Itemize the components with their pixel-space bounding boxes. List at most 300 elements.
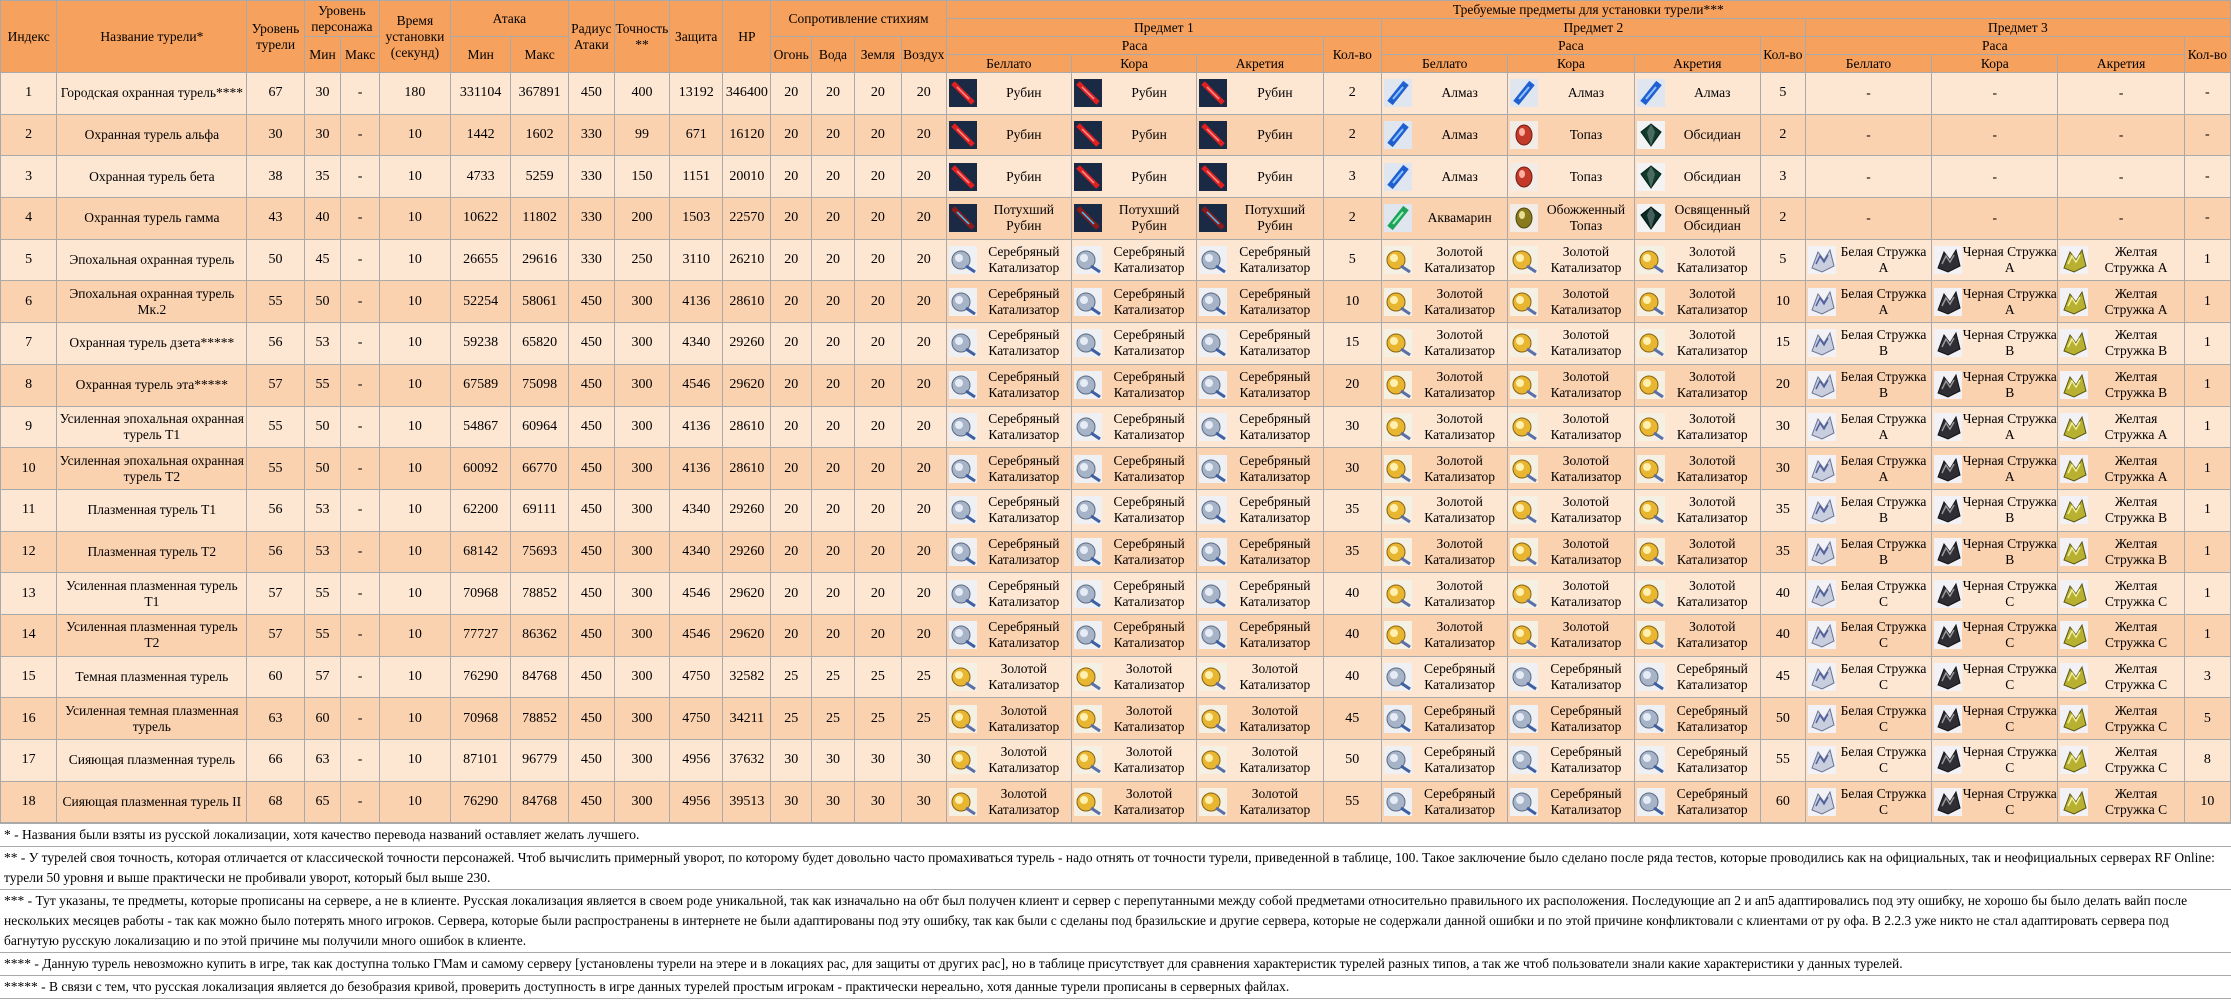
cell-attack-min: 4733 <box>450 156 511 198</box>
item-label: Золотой Катализатор <box>988 786 1060 818</box>
item-label: Золотой Катализатор <box>1676 327 1748 359</box>
cell-attack-max: 69111 <box>511 489 568 531</box>
gold-catalyst-icon <box>1637 621 1665 649</box>
cell-air: 25 <box>901 698 946 740</box>
cell-item3-bellato <box>1805 656 1931 698</box>
silver-catalyst-icon <box>1384 705 1412 733</box>
cell-water: 20 <box>812 406 855 448</box>
cell-item3-bellato: - <box>1805 73 1931 115</box>
cell-item3-qty: 5 <box>2184 698 2230 740</box>
cell-item1-accretia <box>1197 698 1323 740</box>
cell-item1-bellato <box>946 614 1071 656</box>
cell-item3-qty: 1 <box>2184 281 2230 323</box>
yellow-chip-icon <box>2060 288 2088 316</box>
item-label: Золотой Катализатор <box>1550 452 1622 484</box>
cell-name: Эпохальная охранная турель <box>57 239 247 281</box>
cell-install-time: 10 <box>379 489 450 531</box>
cell-item1-qty: 10 <box>1323 281 1381 323</box>
cell-item3-bellato <box>1805 448 1931 490</box>
yellow-chip-icon <box>2060 329 2088 357</box>
white-chip-icon <box>1808 538 1836 566</box>
cell-char-max: - <box>341 573 380 615</box>
cell-radius: 450 <box>568 73 614 115</box>
gold-catalyst-icon <box>1199 705 1227 733</box>
gold-catalyst-icon <box>1384 621 1412 649</box>
yellow-chip-icon <box>2060 371 2088 399</box>
item-label: Серебряный Катализатор <box>1113 452 1185 484</box>
cell-item1-cora <box>1071 489 1196 531</box>
ruby-icon <box>1074 121 1102 149</box>
cell-item2-accretia <box>1634 114 1760 156</box>
silver-catalyst-icon <box>1384 788 1412 816</box>
yellow-chip-icon <box>2060 788 2088 816</box>
extinct-ruby-icon <box>949 204 977 232</box>
item-label: Серебряный Катализатор <box>1550 660 1622 692</box>
item-label: Освященный Обсидиан <box>1674 202 1750 234</box>
item-label: Золотой Катализатор <box>988 660 1060 692</box>
cell-item1-cora <box>1071 698 1196 740</box>
item-label: Золотой Катализатор <box>1550 410 1622 442</box>
item-label: Алмаз <box>1567 85 1605 101</box>
item-label: Серебряный Катализатор <box>1550 786 1622 818</box>
gold-catalyst-icon <box>1510 455 1538 483</box>
cell-item1-accretia <box>1197 198 1323 240</box>
cell-earth: 20 <box>854 406 901 448</box>
cell-item2-qty: 55 <box>1760 740 1805 782</box>
silver-catalyst-icon <box>1074 538 1102 566</box>
cell-item3-cora <box>1932 239 2058 281</box>
cell-hp: 29620 <box>723 614 771 656</box>
cell-item2-qty: 50 <box>1760 698 1805 740</box>
header-defense: Защита <box>670 1 723 73</box>
gold-catalyst-icon <box>1637 580 1665 608</box>
cell-level: 60 <box>247 656 304 698</box>
cell-attack-min: 62200 <box>450 489 511 531</box>
header-item1-bellato: Беллато <box>946 55 1071 73</box>
cell-item2-cora <box>1508 281 1634 323</box>
cell-item1-qty: 50 <box>1323 740 1381 782</box>
cell-accuracy: 300 <box>614 531 669 573</box>
item-label: Желтая Стружка B <box>2105 327 2168 359</box>
cell-item3-cora: - <box>1932 198 2058 240</box>
white-chip-icon <box>1808 371 1836 399</box>
item-label: Рубин <box>1131 85 1167 101</box>
cell-water: 20 <box>812 489 855 531</box>
black-chip-icon <box>1934 580 1962 608</box>
cell-item1-cora <box>1071 239 1196 281</box>
cell-item3-accretia <box>2058 698 2184 740</box>
cell-item2-qty: 10 <box>1760 281 1805 323</box>
item-label: Золотой Катализатор <box>1239 744 1311 776</box>
cell-item2-qty: 5 <box>1760 73 1805 115</box>
header-air: Воздух <box>901 37 946 73</box>
cell-item2-cora <box>1508 531 1634 573</box>
cell-radius: 330 <box>568 198 614 240</box>
cell-item1-accretia <box>1197 406 1323 448</box>
ruby-icon <box>1199 121 1227 149</box>
cell-item1-bellato <box>946 239 1071 281</box>
cell-item1-qty: 35 <box>1323 531 1381 573</box>
cell-item1-bellato <box>946 656 1071 698</box>
aquamarine-icon <box>1384 204 1412 232</box>
gold-catalyst-icon <box>1074 788 1102 816</box>
cell-item3-accretia <box>2058 740 2184 782</box>
cell-radius: 450 <box>568 656 614 698</box>
item-label: Серебряный Катализатор <box>1239 452 1311 484</box>
white-chip-icon <box>1808 788 1836 816</box>
cell-fire: 20 <box>771 364 812 406</box>
cell-defense: 4750 <box>670 656 723 698</box>
cell-item3-cora: - <box>1932 73 2058 115</box>
cell-item3-qty: 1 <box>2184 448 2230 490</box>
diamond-icon <box>1384 163 1412 191</box>
cell-item3-cora <box>1932 531 2058 573</box>
cell-index: 13 <box>1 573 57 615</box>
cell-char-min: 35 <box>304 156 341 198</box>
cell-attack-max: 78852 <box>511 573 568 615</box>
cell-air: 30 <box>901 740 946 782</box>
silver-catalyst-icon <box>1510 663 1538 691</box>
cell-radius: 450 <box>568 698 614 740</box>
cell-item2-qty: 30 <box>1760 448 1805 490</box>
cell-name: Плазменная турель T1 <box>57 489 247 531</box>
silver-catalyst-icon <box>1637 788 1665 816</box>
cell-defense: 671 <box>670 114 723 156</box>
cell-char-min: 53 <box>304 531 341 573</box>
cell-item3-bellato <box>1805 531 1931 573</box>
cell-item1-accretia <box>1197 364 1323 406</box>
gold-catalyst-icon <box>1637 413 1665 441</box>
cell-item1-bellato <box>946 156 1071 198</box>
cell-item3-bellato <box>1805 740 1931 782</box>
yellow-chip-icon <box>2060 455 2088 483</box>
item-label: Топаз <box>1569 168 1603 184</box>
item-label: Золотой Катализатор <box>1239 702 1311 734</box>
cell-item2-cora <box>1508 323 1634 365</box>
cell-fire: 20 <box>771 614 812 656</box>
cell-name: Усиленная эпохальная охранная турель T1 <box>57 406 247 448</box>
cell-fire: 30 <box>771 781 812 823</box>
header-item2-race: Раса <box>1382 37 1761 55</box>
yellow-chip-icon <box>2060 705 2088 733</box>
cell-accuracy: 300 <box>614 781 669 823</box>
cell-item3-accretia <box>2058 781 2184 823</box>
diamond-icon <box>1384 121 1412 149</box>
cell-item2-qty: 2 <box>1760 114 1805 156</box>
cell-item3-accretia <box>2058 656 2184 698</box>
cell-item3-bellato <box>1805 406 1931 448</box>
cell-attack-max: 84768 <box>511 781 568 823</box>
cell-item3-cora <box>1932 406 2058 448</box>
cell-item2-accretia <box>1634 489 1760 531</box>
cell-radius: 450 <box>568 573 614 615</box>
cell-radius: 450 <box>568 364 614 406</box>
cell-item2-qty: 40 <box>1760 573 1805 615</box>
cell-item3-qty: 8 <box>2184 740 2230 782</box>
cell-accuracy: 300 <box>614 364 669 406</box>
cell-level: 68 <box>247 781 304 823</box>
cell-earth: 20 <box>854 156 901 198</box>
table-row <box>1 781 2231 823</box>
cell-air: 20 <box>901 198 946 240</box>
item-label: Серебряный Катализатор <box>988 619 1060 651</box>
cell-item3-bellato <box>1805 698 1931 740</box>
item-label: Белая Стружка C <box>1840 786 1927 818</box>
item-label: Черная Стружка B <box>1962 369 2057 401</box>
cell-earth: 20 <box>854 531 901 573</box>
cell-item2-accretia <box>1634 656 1760 698</box>
item-label: Потухший Рубин <box>1118 202 1180 234</box>
cell-attack-min: 52254 <box>450 281 511 323</box>
table-row <box>1 740 2231 782</box>
gold-catalyst-icon <box>1384 580 1412 608</box>
table-row <box>1 573 2231 615</box>
cell-accuracy: 200 <box>614 198 669 240</box>
cell-char-max: - <box>341 489 380 531</box>
gold-catalyst-icon <box>949 788 977 816</box>
cell-item1-accretia <box>1197 448 1323 490</box>
white-chip-icon <box>1808 663 1836 691</box>
cell-item3-cora <box>1932 614 2058 656</box>
header-install-time: Время установки (секунд) <box>379 1 450 73</box>
cell-radius: 450 <box>568 531 614 573</box>
cell-water: 20 <box>812 239 855 281</box>
cell-water: 20 <box>812 364 855 406</box>
item-label: Золотой Катализатор <box>988 744 1060 776</box>
header-item2-cora: Кора <box>1508 55 1634 73</box>
item-label: Черная Стружка C <box>1962 786 2057 818</box>
footnote-5: ***** - В связи с тем, что русская локализация является до безобразия кривой, проверить доступность в игре данных турелей простым игрокам - практически нереально, хотя данные турели прописаны в серверных файлах. <box>0 976 2231 999</box>
cell-item1-bellato <box>946 740 1071 782</box>
item-label: Золотой Катализатор <box>1550 327 1622 359</box>
silver-catalyst-icon <box>1074 371 1102 399</box>
cell-fire: 25 <box>771 698 812 740</box>
cell-item2-qty: 35 <box>1760 489 1805 531</box>
gold-catalyst-icon <box>1384 496 1412 524</box>
cell-item1-cora <box>1071 323 1196 365</box>
cell-water: 20 <box>812 156 855 198</box>
cell-item2-bellato <box>1382 614 1508 656</box>
cell-item1-cora <box>1071 656 1196 698</box>
item-label: Черная Стружка C <box>1962 619 2057 651</box>
white-chip-icon <box>1808 496 1836 524</box>
cell-attack-max: 367891 <box>511 73 568 115</box>
cell-item1-bellato <box>946 198 1071 240</box>
gold-catalyst-icon <box>1199 746 1227 774</box>
cell-index: 3 <box>1 156 57 198</box>
silver-catalyst-icon <box>1199 288 1227 316</box>
cell-air: 20 <box>901 364 946 406</box>
cell-item2-cora <box>1508 448 1634 490</box>
cell-attack-max: 66770 <box>511 448 568 490</box>
cell-radius: 330 <box>568 114 614 156</box>
cell-item1-accretia <box>1197 531 1323 573</box>
item-label: Белая Стружка B <box>1840 369 1927 401</box>
cell-install-time: 10 <box>379 531 450 573</box>
cell-char-max: - <box>341 740 380 782</box>
cell-install-time: 10 <box>379 198 450 240</box>
cell-fire: 20 <box>771 448 812 490</box>
cell-level: 66 <box>247 740 304 782</box>
header-water: Вода <box>812 37 855 73</box>
item-label: Белая Стружка B <box>1840 535 1927 567</box>
cell-item2-qty: 40 <box>1760 614 1805 656</box>
item-label: Рубин <box>1257 127 1293 143</box>
cell-attack-min: 60092 <box>450 448 511 490</box>
cell-defense: 4546 <box>670 364 723 406</box>
cell-name: Усиленная плазменная турель T1 <box>57 573 247 615</box>
cell-accuracy: 300 <box>614 406 669 448</box>
cell-item3-accretia <box>2058 573 2184 615</box>
silver-catalyst-icon <box>1384 746 1412 774</box>
item-label: Золотой Катализатор <box>1676 285 1748 317</box>
cell-fire: 20 <box>771 489 812 531</box>
cell-item3-accretia: - <box>2058 73 2184 115</box>
cell-install-time: 10 <box>379 740 450 782</box>
cell-index: 6 <box>1 281 57 323</box>
cell-item2-cora <box>1508 73 1634 115</box>
item-label: Потухший Рубин <box>993 202 1055 234</box>
cell-air: 20 <box>901 73 946 115</box>
cell-item3-cora <box>1932 740 2058 782</box>
cell-char-min: 53 <box>304 489 341 531</box>
item-label: Желтая Стружка A <box>2104 410 2168 442</box>
cell-defense: 4340 <box>670 489 723 531</box>
item-label: Серебряный Катализатор <box>1676 786 1748 818</box>
item-label: Желтая Стружка A <box>2104 285 2168 317</box>
item-label: Серебряный Катализатор <box>1239 285 1311 317</box>
cell-item2-bellato <box>1382 448 1508 490</box>
cell-item1-qty: 40 <box>1323 656 1381 698</box>
item-label: Серебряный Катализатор <box>1550 702 1622 734</box>
cell-index: 14 <box>1 614 57 656</box>
cell-item3-bellato <box>1805 573 1931 615</box>
cell-item1-bellato <box>946 489 1071 531</box>
silver-catalyst-icon <box>1074 413 1102 441</box>
cell-item2-bellato <box>1382 781 1508 823</box>
cell-item2-cora <box>1508 781 1634 823</box>
ruby-icon <box>1074 163 1102 191</box>
cell-item2-qty: 2 <box>1760 198 1805 240</box>
cell-attack-min: 76290 <box>450 656 511 698</box>
cell-item2-accretia <box>1634 73 1760 115</box>
obsidian-icon <box>1637 121 1665 149</box>
cell-item1-bellato <box>946 73 1071 115</box>
cell-accuracy: 300 <box>614 573 669 615</box>
black-chip-icon <box>1934 455 1962 483</box>
cell-item2-accretia <box>1634 781 1760 823</box>
cell-item3-qty: 1 <box>2184 239 2230 281</box>
cell-item2-qty: 30 <box>1760 406 1805 448</box>
cell-item3-accretia <box>2058 489 2184 531</box>
cell-item2-cora <box>1508 489 1634 531</box>
cell-item3-accretia <box>2058 364 2184 406</box>
gold-catalyst-icon <box>1384 413 1412 441</box>
header-attack-max: Макс <box>511 37 568 73</box>
cell-hp: 22570 <box>723 198 771 240</box>
cell-item1-cora <box>1071 740 1196 782</box>
item-label: Белая Стружка C <box>1840 702 1927 734</box>
cell-name: Эпохальная охранная турель Мк.2 <box>57 281 247 323</box>
item-label: Серебряный Катализатор <box>988 369 1060 401</box>
obsidian-icon <box>1637 163 1665 191</box>
cell-item2-accretia <box>1634 448 1760 490</box>
cell-item2-cora <box>1508 198 1634 240</box>
header-earth: Земля <box>854 37 901 73</box>
cell-char-min: 63 <box>304 740 341 782</box>
cell-item2-bellato <box>1382 364 1508 406</box>
item-label: Черная Стружка C <box>1962 660 2057 692</box>
header-resist: Сопротивление стихиям <box>771 1 946 37</box>
gold-catalyst-icon <box>1637 329 1665 357</box>
cell-char-max: - <box>341 698 380 740</box>
black-chip-icon <box>1934 746 1962 774</box>
cell-item2-cora <box>1508 614 1634 656</box>
cell-radius: 330 <box>568 239 614 281</box>
silver-catalyst-icon <box>1510 705 1538 733</box>
gold-catalyst-icon <box>1510 580 1538 608</box>
gold-catalyst-icon <box>1074 705 1102 733</box>
item-label: Желтая Стружка B <box>2105 369 2168 401</box>
cell-item3-qty: - <box>2184 198 2230 240</box>
topaz-icon <box>1510 163 1538 191</box>
item-label: Серебряный Катализатор <box>1239 535 1311 567</box>
cell-item2-bellato <box>1382 73 1508 115</box>
cell-hp: 34211 <box>723 698 771 740</box>
cell-defense: 4340 <box>670 323 723 365</box>
cell-item3-cora <box>1932 281 2058 323</box>
burnt-topaz-icon <box>1510 204 1538 232</box>
cell-item3-accretia <box>2058 406 2184 448</box>
table-row <box>1 656 2231 698</box>
silver-catalyst-icon <box>1637 746 1665 774</box>
black-chip-icon <box>1934 788 1962 816</box>
table-row <box>1 239 2231 281</box>
item-label: Черная Стружка A <box>1962 452 2057 484</box>
cell-item2-bellato <box>1382 114 1508 156</box>
silver-catalyst-icon <box>1199 538 1227 566</box>
cell-item3-accretia <box>2058 614 2184 656</box>
header-item1-accretia: Акретия <box>1197 55 1323 73</box>
cell-hp: 29620 <box>723 573 771 615</box>
cell-item3-cora <box>1932 698 2058 740</box>
silver-catalyst-icon <box>1199 413 1227 441</box>
cell-item3-cora: - <box>1932 114 2058 156</box>
cell-attack-min: 70968 <box>450 573 511 615</box>
item-label: Золотой Катализатор <box>1676 369 1748 401</box>
silver-catalyst-icon <box>1074 246 1102 274</box>
yellow-chip-icon <box>2060 496 2088 524</box>
gold-catalyst-icon <box>1510 413 1538 441</box>
cell-item1-accretia <box>1197 489 1323 531</box>
cell-attack-min: 54867 <box>450 406 511 448</box>
cell-attack-max: 58061 <box>511 281 568 323</box>
header-item2: Предмет 2 <box>1382 19 1806 37</box>
item-label: Алмаз <box>1441 127 1478 143</box>
gold-catalyst-icon <box>949 663 977 691</box>
item-label: Серебряный Катализатор <box>1424 744 1496 776</box>
table-row <box>1 531 2231 573</box>
item-label: Черная Стружка B <box>1962 327 2057 359</box>
cell-item3-accretia <box>2058 448 2184 490</box>
cell-item2-bellato <box>1382 656 1508 698</box>
cell-item1-accretia <box>1197 239 1323 281</box>
cell-earth: 20 <box>854 364 901 406</box>
gold-catalyst-icon <box>1510 538 1538 566</box>
item-label: Аквамарин <box>1427 210 1492 226</box>
black-chip-icon <box>1934 621 1962 649</box>
cell-attack-max: 5259 <box>511 156 568 198</box>
